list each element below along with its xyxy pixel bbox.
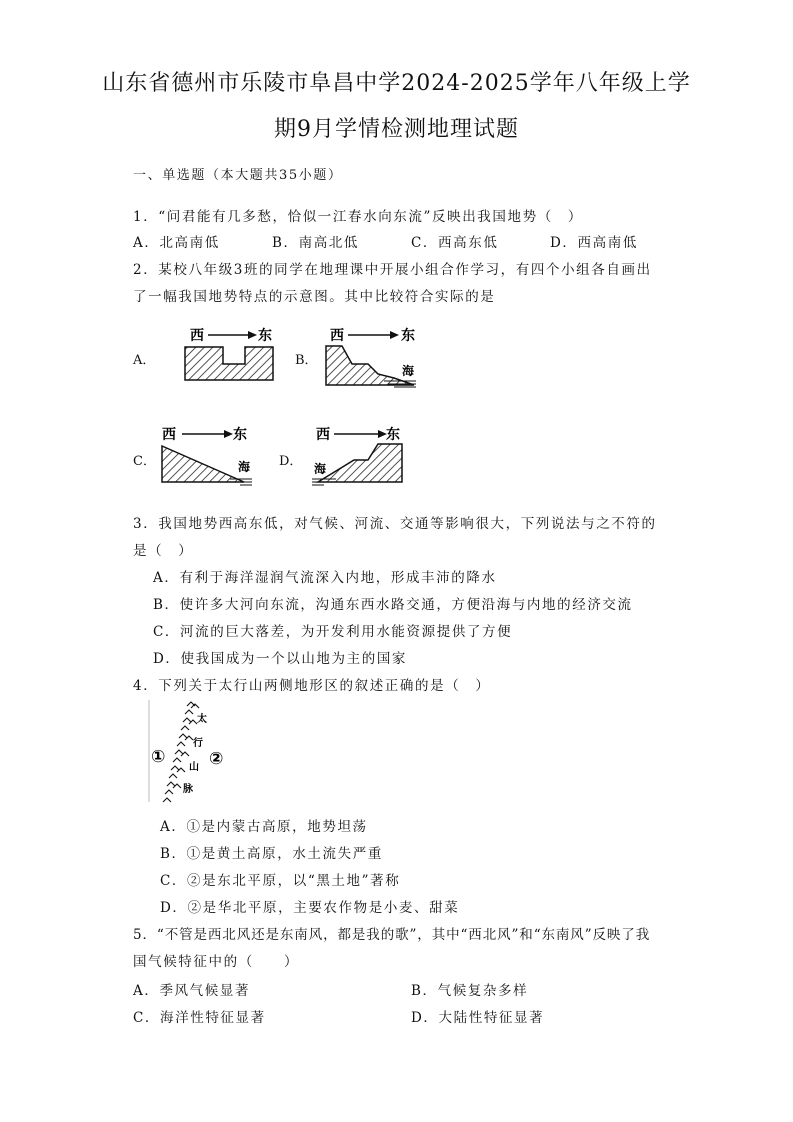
region-2-label: ② — [209, 749, 224, 769]
q1-option-c[interactable]: C．西高东低 — [411, 235, 499, 251]
q3-option-d[interactable]: D．使我国成为一个以山地为主的国家 — [153, 651, 408, 667]
sea-label: 海 — [238, 460, 251, 474]
q5-stem-line1: 5．“不管是西北风还是东南风，都是我的歌”，其中“西北风”和“东南风”反映了我 — [133, 927, 651, 943]
q4-option-d[interactable]: D．②是华北平原，主要农作物是小麦、甜菜 — [160, 900, 460, 916]
q5-option-b[interactable]: B．气候复杂多样 — [411, 983, 529, 999]
region-1-label: ① — [151, 747, 166, 767]
q4-option-a[interactable]: A．①是内蒙古高原，地势坦荡 — [160, 819, 368, 835]
profile-diagram-d[interactable] — [308, 424, 408, 490]
q5-option-c[interactable]: C．海洋性特征显著 — [133, 1010, 266, 1026]
mountain-char-4: 脉 — [183, 784, 193, 795]
sea-label: 海 — [402, 364, 415, 378]
q3-option-c[interactable]: C．河流的巨大落差，为开发利用水能资源提供了方便 — [153, 624, 513, 640]
mountain-char-1: 太 — [197, 714, 207, 725]
terrain-profile — [162, 446, 244, 482]
q5-option-d[interactable]: D．大陆性特征显著 — [411, 1010, 545, 1026]
east-label: 东 — [386, 427, 400, 443]
west-label: 西 — [190, 328, 204, 344]
west-label: 西 — [330, 328, 344, 344]
q2-stem-line1: 2．某校八年级3班的同学在地理课中开展小组合作学习，有四个小组各自画出 — [133, 262, 652, 278]
q2-option-b-label[interactable]: B． — [295, 353, 318, 368]
q3-option-b[interactable]: B．使许多大河向东流，沟通东西水路交通，方便沿海与内地的经济交流 — [153, 597, 633, 613]
arrow-head-icon — [390, 331, 399, 339]
mountain-char-3: 山 — [189, 762, 199, 773]
east-label: 东 — [233, 427, 247, 443]
q4-option-b[interactable]: B．①是黄土高原，水土流失严重 — [160, 846, 383, 862]
profile-diagram-a[interactable] — [178, 322, 283, 388]
q5-stem-line2: 国气候特征中的（ ） — [133, 954, 300, 970]
q4-stem: 4．下列关于太行山两侧地形区的叙述正确的是（ ） — [133, 678, 491, 694]
q2-option-d-label[interactable]: D． — [279, 454, 303, 469]
profile-diagram-b[interactable] — [322, 322, 422, 392]
q4-option-c[interactable]: C．②是东北平原，以“黑土地”著称 — [160, 873, 401, 889]
west-label: 西 — [316, 427, 330, 443]
section-heading: 一、单选题（本大题共35小题） — [133, 168, 343, 183]
terrain-profile — [185, 347, 273, 380]
arrow-head-icon — [248, 331, 257, 339]
q1-option-b[interactable]: B．南高北低 — [272, 235, 360, 251]
east-label: 东 — [401, 328, 415, 344]
west-label: 西 — [162, 427, 176, 443]
q1-stem: 1．“问君能有几多愁，恰似一江春水向东流”反映出我国地势（ ） — [133, 209, 583, 225]
q3-stem-line2: 是（ ） — [133, 543, 194, 559]
q2-option-c-label[interactable]: C． — [133, 454, 156, 469]
east-label: 东 — [258, 328, 272, 344]
sea-label: 海 — [314, 462, 327, 476]
mountain-char-2: 行 — [193, 738, 203, 749]
mountain-range-icon — [163, 702, 199, 802]
q5-option-a[interactable]: A．季风气候显著 — [133, 983, 251, 999]
q3-stem-line1: 3．我国地势西高东低，对气候、河流、交通等影响很大，下列说法与之不符的 — [133, 516, 657, 532]
q1-option-a[interactable]: A．北高南低 — [133, 235, 220, 251]
page-title-line2: 期9月学情检测地理试题 — [274, 117, 519, 142]
q3-option-a[interactable]: A．有利于海洋湿润气流深入内地，形成丰沛的降水 — [153, 570, 497, 586]
taihang-mountain-map — [145, 698, 245, 806]
page-title-line1: 山东省德州市乐陵市阜昌中学2024-2025学年八年级上学 — [102, 71, 691, 96]
q2-stem-line2: 了一幅我国地势特点的示意图。其中比较符合实际的是 — [133, 289, 496, 305]
q2-option-a-label[interactable]: A． — [133, 353, 156, 368]
terrain-profile — [318, 444, 402, 482]
q1-option-d[interactable]: D．西高南低 — [550, 235, 638, 251]
profile-diagram-c[interactable] — [148, 424, 258, 490]
terrain-profile — [326, 346, 414, 385]
arrow-head-icon — [224, 430, 233, 438]
